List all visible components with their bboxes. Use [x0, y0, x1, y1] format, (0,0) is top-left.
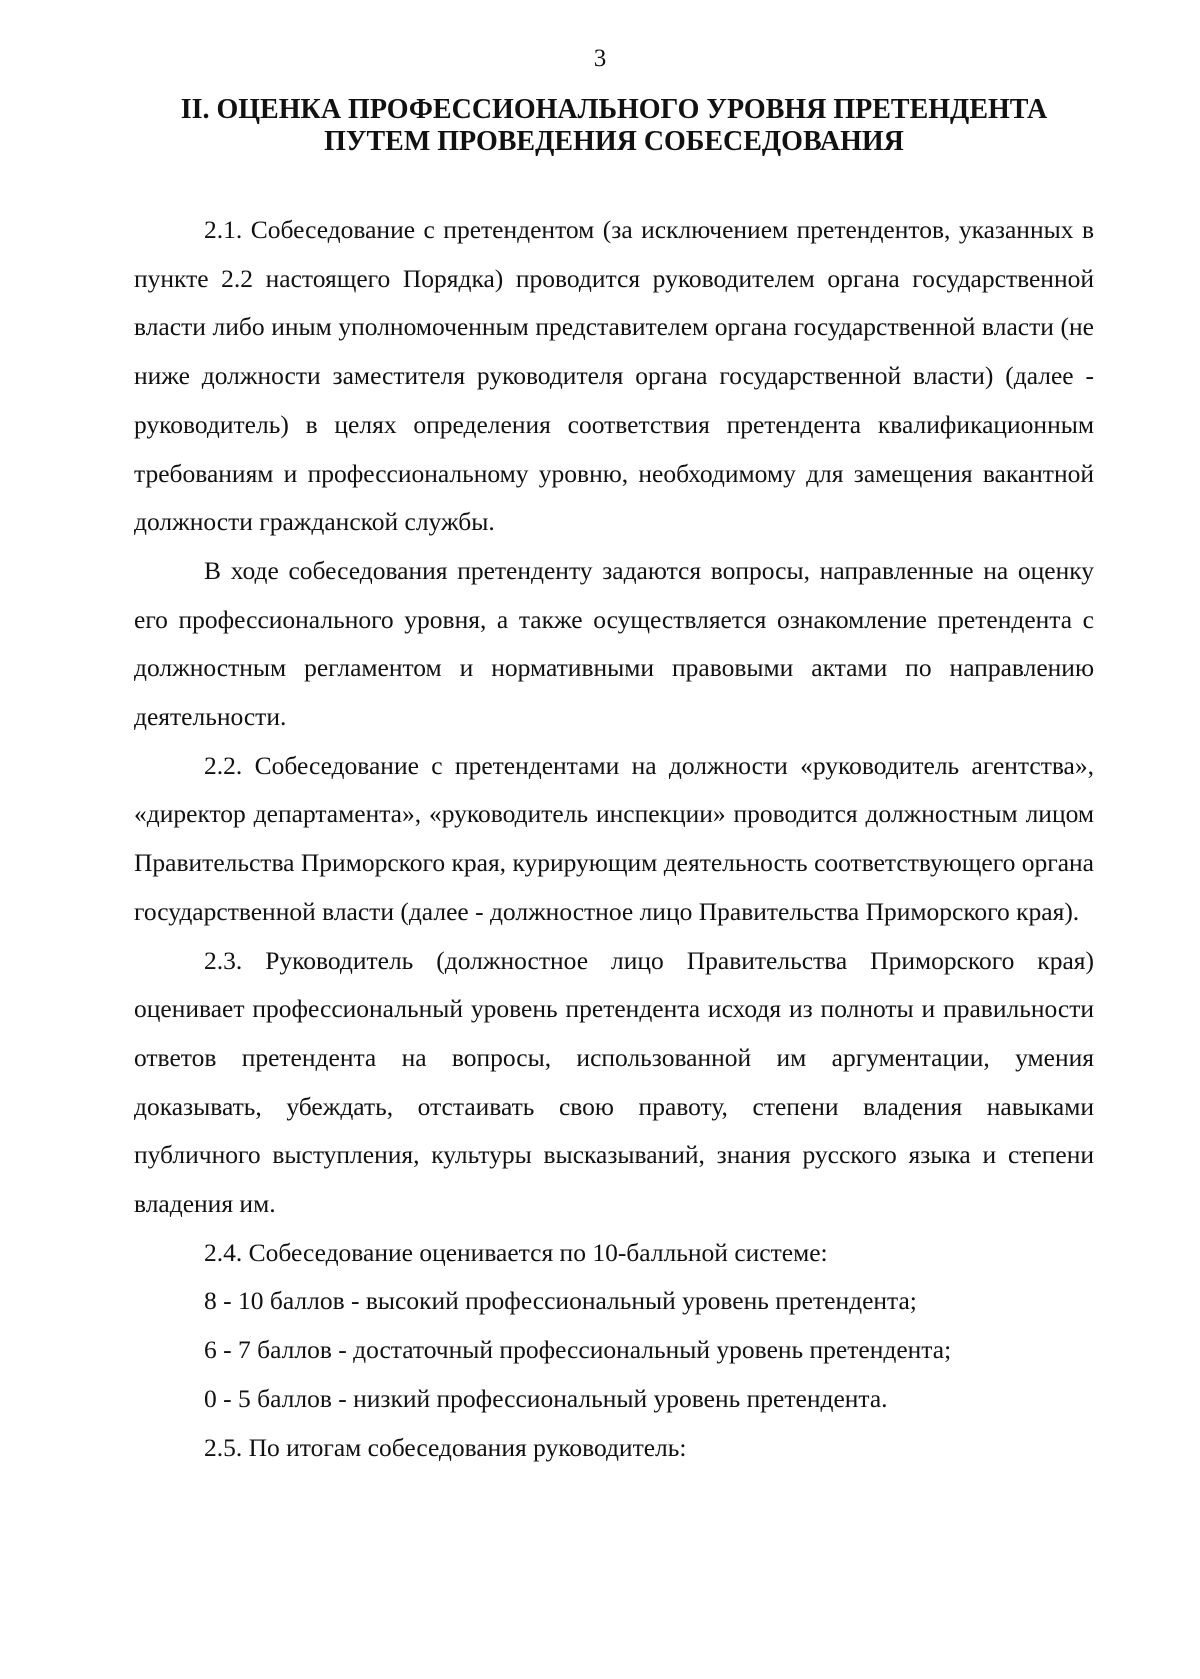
paragraph-2-1-continued: В ходе собеседования претенденту задаются вопросы, направленные на оценку его профессионального уровня, а также осуществляется ознакомление претендента с должностным регламентом и нормативными правовыми актами по направлению деятельности.: [134, 555, 1094, 732]
paragraph-2-5: 2.5. По итогам собеседования руководитель:: [204, 1432, 687, 1462]
document-body: [134, 206, 1094, 1472]
section-heading-line-2: ПУТЕМ ПРОВЕДЕНИЯ СОБЕСЕДОВАНИЯ: [324, 126, 904, 157]
paragraph-2-2: 2.2. Собеседование с претендентами на должности «руководитель агентства», «директор департамента», «руководитель инспекции» проводится должностным лицом Правительства Приморского края, курирующим деятельность соответствующего органа государственной власти (далее - должностное лицо Правительства Приморского края).: [134, 750, 1094, 926]
paragraph-2-4: 2.4. Собеседование оценивается по 10-балльной системе:: [204, 1237, 828, 1267]
section-heading: [134, 94, 1094, 158]
paragraph-2-1: 2.1. Собеседование с претендентом (за исключением претендентов, указанных в пункте 2.2 настоящего Порядка) проводится руководителем органа государственной власти либо иным уполномоченным представителем органа государственной власти (не ниже должности заместителя руководителя органа государственной власти) (далее - руководитель) в целях определения соответствия претендента квалификационным требованиям и профессиональному уровню, необходимому для замещения вакантной должности гражданской службы.: [134, 215, 1094, 537]
section-heading-line-1: II. ОЦЕНКА ПРОФЕССИОНАЛЬНОГО УРОВНЯ ПРЕТЕНДЕНТА: [180, 94, 1048, 125]
score-high: 8 - 10 баллов - высокий профессиональный уровень претендента;: [204, 1286, 917, 1316]
score-mid: 6 - 7 баллов - достаточный профессиональный уровень претендента;: [204, 1335, 952, 1365]
paragraph-2-3: 2.3. Руководитель (должностное лицо Правительства Приморского края) оценивает профессиональный уровень претендента исходя из полноты и правильности ответов претендента на вопросы, использованной им аргументации, умения доказывать, убеждать, отстаивать свою правоту, степени владения навыками публичного выступления, культуры высказываний, знания русского языка и степени владения им.: [134, 945, 1094, 1219]
score-low: 0 - 5 баллов - низкий профессиональный уровень претендента.: [204, 1383, 888, 1413]
page-number: 3: [593, 45, 607, 72]
